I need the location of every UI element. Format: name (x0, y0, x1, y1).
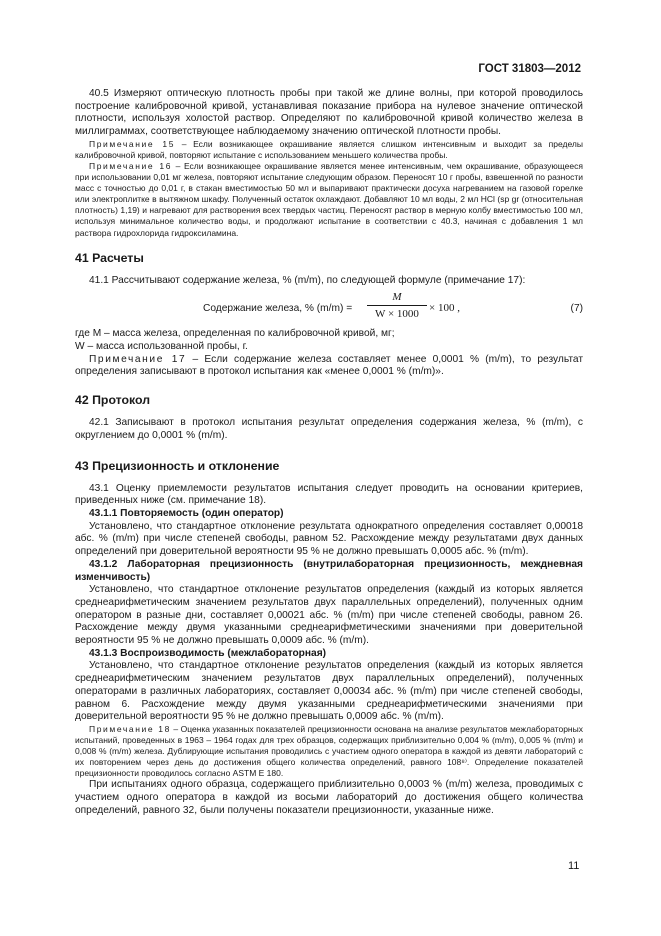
fraction-numerator: M (392, 291, 402, 304)
formula-tail: × 100 , (429, 302, 460, 315)
formula-7 (75, 290, 583, 326)
paragraph-43-1: 43.1 Оценку приемлемости результатов испытания следует проводить на основании критериев, приведенных ниже (см. примечание 18). (75, 482, 583, 507)
note-text: – Если возникающее окрашивание является слишком интенсивным и выходит за пределы калибровочной кривой, повторяют испытание с использованием меньшего количества пробы. (75, 138, 583, 160)
subsection-43-1-1: 43.1.1 Повторяемость (один оператор) (89, 507, 284, 519)
fraction-denominator: W × 1000 (375, 308, 419, 321)
note-15 (75, 139, 583, 161)
section-43-title: 43 Прецизионность и отклонение (75, 458, 280, 473)
standard-number: ГОСТ 31803—2012 (478, 63, 581, 75)
paragraph-42-1: 42.1 Записывают в протокол испытания результат определения содержания железа, % (m/m), с округлением до 0,0001 % (m/m). (75, 417, 583, 441)
section-41-title: 41 Расчеты (75, 250, 144, 265)
equation-number: (7) (570, 303, 583, 315)
page-content (75, 88, 583, 818)
where-w: W – масса использованной пробы, г. (75, 341, 248, 353)
note-text: – Если возникающее окрашивание является менее интенсивным, чем окрашивание, образующееся при использовании 0,01 мг железа, повторяют испытание следующим образом. Переносят 10 г пробы, взвешенной по разности масс с точностью до 0,01 г, в стакан вместимостью 50 мл и выпаривают практически досуха нагреванием на газовой горелке или электроплитке в вытяжном шкафу. Полученный остаток охлаждают. Добавляют 10 мл воды, 2 мл HCl (sp gr (относительная плотность) 1,19) и нагревают для растворения всех твердых частиц. Переносят раствор в мерную колбу вместимостью 100 мл, используя минимальное количество воды, и продолжают испытание в соответствии с 40.3, начиная с добавления 1 мл раствора гидрохлорида гидроксиламина. (75, 161, 583, 238)
formula-label: Содержание железа, % (m/m) = (203, 303, 353, 315)
note-16 (75, 161, 583, 239)
page-number: 11 (568, 860, 580, 872)
note-label: Примечание 15 (89, 138, 176, 149)
paragraph-43-1-2: Установлено, что стандартное отклонение результатов определения (каждый из которых является среднеарифметическим значением результатов двух параллельных определений), полученных одним оператором в разные дни, составляет 0,00021 абс. % (m/m) при числе степеней свободы, равном 26. Расхождение между двумя указанными среднеарифметическими значениями при доверительной вероятности 95 % не должно превышать 0,0009 абс. % (m/m). (75, 584, 583, 647)
note-17 (75, 354, 583, 379)
paragraph-43-1-1: Установлено, что стандартное отклонение результата однократного определения составляет 0,00018 абс. % (m/m) при числе степеней свободы, равном 52. Расхождение между результатами двух данных определений при доверительной вероятности 95 % не должно превышать 0,0005 абс. % (m/m). (75, 520, 583, 558)
fraction-bar (367, 305, 427, 306)
fraction (367, 290, 427, 321)
note-label: Примечание 17 (89, 353, 187, 365)
subsection-43-1-2: 43.1.2 Лабораторная прецизионность (внутрилабораторная прецизионность, междневная изменчивость) (75, 558, 583, 583)
section-42-title: 42 Протокол (75, 393, 151, 408)
paragraph-final: При испытаниях одного образца, содержащего приблизительно 0,0003 % (m/m) железа, проводимых с участием одного оператора в каждой из восьми лабораторий до достижения общего количества определений, равного 32, были получены показатели прецизионности, указанные ниже. (75, 779, 583, 816)
note-text: – Если содержание железа составляет менее 0,0001 % (m/m), то результат определения записывают в протокол испытания как «менее 0,0001 % (m/m)». (75, 353, 583, 378)
note-18 (75, 724, 583, 779)
where-m: где M – масса железа, определенная по калибровочной кривой, мг; (75, 328, 395, 340)
note-label: Примечание 18 (89, 723, 171, 734)
paragraph-43-1-3: Установлено, что стандартное отклонение результатов определения (каждый из которых является среднеарифметическим значением результатов двух параллельных определений), полученных операторами в различных лабораториях, составляет 0,00034 абс. % (m/m) при числе степеней свободы, равном 6. Расхождение между двумя указанными среднеарифметическими значениями при доверительной вероятности 95 % не должно превышать 0,0009 абс. % (m/m). (75, 660, 583, 723)
paragraph-40-5: 40.5 Измеряют оптическую плотность пробы при такой же длине волны, при которой проводилось построение калибровочной кривой, устанавливая показание прибора на нулевое значение оптической плотности, используя холостой раствор. Определяют по калибровочной кривой количество железа в миллиграммах, соответствующее наблюдаемому значению оптической плотности пробы. (75, 88, 583, 138)
note-label: Примечание 16 (89, 161, 173, 171)
paragraph-41-1: 41.1 Рассчитывают содержание железа, % (m/m), по следующей формуле (примечание 17): (89, 274, 526, 286)
note-text: – Оценка указанных показателей прецизионности основана на анализе результатов межлабораторных испытаний, проведенных в 1963 – 1964 годах для трех образцов, содержащих приблизительно 0,004 % (m/m), 0,005 % (m/m) и 0,008 % (m/m) железа. Дублирующие испытания проводились с участием одного оператора в каждой из девяти лабораторий с их повторением через день до достижения общего количества определений, равного 108⁸⁾. Определение показателей прецизионности проводилось согласно ASTM E 180. (75, 723, 583, 779)
subsection-43-1-3: 43.1.3 Воспроизводимость (межлабораторная) (89, 647, 327, 659)
